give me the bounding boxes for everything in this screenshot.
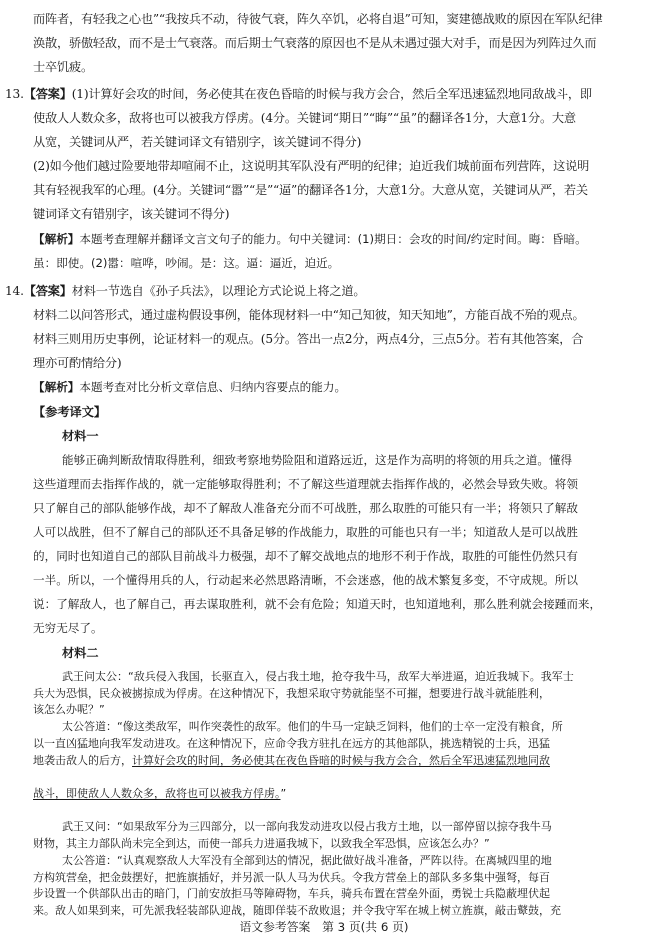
m2-line-10: 太公答道：“认真观察敌人大军没有全部到达的情况，据此做好战斗准备，严阵以待。在离城四里的地 — [62, 853, 552, 867]
q14-answer-line-1 — [5, 283, 365, 299]
q13-analysis-text-1: 本题考查理解并翻译文言文句子的能力。句中关键词：(1)期日：会攻的时间/约定时间。晦：昏暗。 — [79, 232, 587, 246]
q13-answer-line-5: 其有轻视我军的心理。(4分。关键词“嚣”“是”“逼”的翻译各1分，大意1分。大意从宽，关键词从严，若关 — [33, 183, 588, 197]
m2-line-5: 以一直凶猛地向我军发动进攻。在这种情况下，应命令我方驻扎在远方的其他部队，挑选精锐的士兵，迅猛 — [33, 736, 550, 750]
q13-answer-text-1: (1)计算好会攻的时间，务必使其在夜色昏暗的时候与我方会合，然后全军迅速猛烈地同敌战斗，即 — [71, 87, 592, 101]
q13-analysis-line-2: 虽：即使。(2)嚣：喧哗，吵闹。是：这。逼：逼近，迫近。 — [33, 256, 340, 270]
q13-answer-line-6: 键词译文有错别字，该关键词不得分) — [33, 207, 230, 221]
q13-analysis-tag: 【解析】 — [33, 232, 80, 246]
m2-line-9: 财物，其主力部队尚未完全到达，而使一部兵力进逼我城下，以致我全军恐惧，应该怎么办？” — [33, 837, 490, 851]
m1-line-3: 只了解自己的部队能够作战，却不了解敌人准备充分而不可战胜，那么取胜的可能只有一半；将领只了解敌 — [33, 501, 578, 515]
q14-analysis-tag: 【解析】 — [33, 380, 80, 394]
q14-answer-line-2: 材料二以问答形式，通过虚构假设事例，能体现材料一中“知己知彼，知天知地”，方能百战不殆的观点。 — [33, 308, 585, 322]
m2-line-7-close: ” — [280, 787, 287, 800]
m1-line-7: 说：了解敌人，也了解自己，再去谋取胜利，就不会有危险；知道天时，也知道地利，那么胜利就会接踵而来， — [33, 597, 602, 611]
q13-number: 13. — [5, 87, 24, 101]
q14-analysis-text: 本题考查对比分析文章信息、归纳内容要点的能力。 — [79, 380, 347, 394]
m2-line-3: 该怎么办呢？” — [33, 703, 105, 717]
m1-line-2: 这些道理而去指挥作战的，就一定能够取得胜利；不了解这些道理就去指挥作战的，必然会导致失败。将领 — [33, 477, 578, 491]
q12-line-1: 而阵者，有轻我之心也”“我按兵不动，待彼气衰，阵久卒饥，必将自退”可知，窦建德战败的原因在军队纪律 — [33, 12, 603, 26]
m2-line-4: 太公答道：“像这类敌军，叫作突袭性的敌军。他们的牛马一定缺乏饲料，他们的士卒一定没有粮食，所 — [62, 720, 563, 734]
m1-line-1: 能够正确判断敌情取得胜利，细致考察地势险阻和道路远近，这是作为高明的将领的用兵之道。懂得 — [62, 453, 573, 467]
q14-answer-line-4: 理亦可酌情给分) — [33, 356, 122, 370]
m1-line-5: 的，同时也知道自己的部队目前战斗力极强，却不了解交战地点的地形不利于作战，取胜的可能性仍然只有 — [33, 549, 578, 563]
m1-line-8: 无穷无尽了。 — [33, 621, 103, 635]
m2-extra-line-2: 步设置一个供部队出击的暗门，门前安放拒马等障碍物，车兵，骑兵布置在营垒外面，勇锐士兵隐蔽埋伏起 — [33, 887, 550, 901]
m2-extra-line-3: 来。敌人如果到来，可先派我轻装部队迎战，随即佯装不敌败退；并令我守军在城上树立旌旗，敲击鼙鼓，充 — [33, 904, 561, 917]
m2-underlined-sentence-part-2: 战斗，即使敌人人数众多，敌将也可以被我方俘虏。 — [33, 787, 281, 800]
q14-answer-tag: 【答案】 — [23, 284, 72, 298]
q12-line-3: 士卒饥疲。 — [33, 60, 93, 74]
m2-line-2: 兵大为恐惧，民众被掳掠成为俘虏。在这种情况下，我想采取守势就能坚不可摧，想要进行战斗就能胜利， — [33, 686, 550, 700]
material-2-title: 材料二 — [62, 646, 99, 660]
m1-line-4: 人可以战胜，但不了解自己的部队还不具备足够的作战能力，取胜的可能也只有一半；知道敌人是可以战胜 — [33, 525, 578, 539]
page-footer: 语文参考答案 第 3 页(共 6 页) — [239, 920, 409, 934]
m2-underlined-sentence-part-1: 计算好会攻的时间，务必使其在夜色昏暗的时候与我方会合，然后全军迅速猛烈地同敌 — [132, 753, 550, 767]
q13-answer-line-2: 使敌人人数众多，敌将也可以被我方俘虏。(4分。关键词“期日”“晦”“虽”的翻译各1分，大意1分。大意 — [33, 111, 576, 125]
q14-answer-text-1: 材料一节选自《孙子兵法》，以理论方式论说上将之道。 — [71, 284, 366, 298]
m2-extra-line-1: 方构筑营垒，把金鼓摆好，把旌旗插好，并另派一队人马为伏兵。令我方营垒上的部队多多集中强弩，每百 — [33, 870, 550, 884]
q13-answer-tag: 【答案】 — [23, 87, 72, 101]
q13-answer-line-4: (2)如今他们越过险要地带却喧闹不止，这说明其军队没有严明的纪律；迫近我们城前面布列营阵，这说明 — [33, 159, 590, 173]
q14-number: 14. — [5, 284, 24, 298]
m1-line-6: 一半。所以，一个懂得用兵的人，行动起来必然思路清晰，不会迷惑，他的战术繁复多变，不守成规。所以 — [33, 573, 578, 587]
q13-answer-line-1 — [5, 86, 592, 102]
m2-line-1: 武王问太公：“敌兵侵入我国，长驱直入，侵占我土地，抢夺我牛马，敌军大举进逼，迫近我城下。我军士 — [62, 670, 574, 683]
m2-line-8: 武王又问：“如果敌军分为三四部分，以一部向我发动进攻以侵占我方土地，以一部停留以掠夺我牛马 — [62, 820, 552, 834]
q13-answer-line-3: 从宽，关键词从严，若关键词译文有错别字，该关键词不得分) — [33, 135, 362, 149]
m2-line-6-lead: 地袭击敌人的后方， — [33, 753, 132, 767]
m2-line-6 — [33, 754, 550, 768]
m2-line-7 — [33, 787, 286, 801]
q14-analysis-line — [33, 379, 346, 395]
q13-analysis-line-1 — [33, 231, 587, 247]
q14-answer-line-3: 材料三则用历史事例，论证材料一的观点。(5分。答出一点2分，两点4分，三点5分。若有其他答案，合 — [33, 332, 584, 346]
material-1-title: 材料一 — [62, 429, 99, 443]
q12-line-2: 涣散，骄傲轻敌，而不是士气衰落。而后期士气衰落的原因也不是从未遇过强大对手，而是因为列阵过久而 — [33, 36, 597, 50]
translation-heading: 【参考译文】 — [33, 405, 107, 419]
